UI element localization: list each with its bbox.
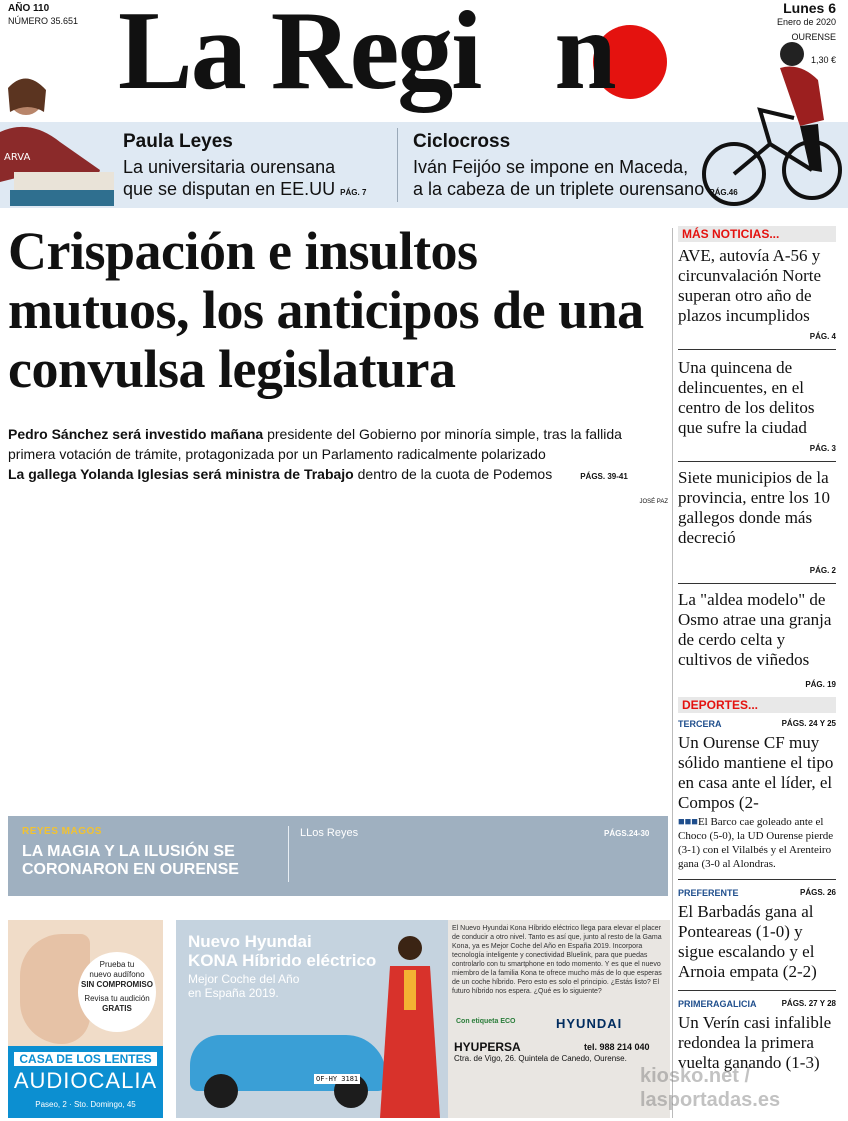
sidebar-rule [678, 583, 836, 584]
hyundai-logo: HYUNDAI [556, 1016, 623, 1031]
sports-item-text: Un Verín casi infalible redondea la primera vuelta ganando (1-3) [678, 1013, 832, 1072]
brand-sub: AUDIOCALIA [13, 1068, 158, 1093]
sidebar [678, 226, 836, 1073]
masthead-edition-info [8, 2, 78, 27]
sports-pages: PÁGS. 24 Y 25 [781, 719, 836, 728]
sports-item-header [678, 999, 836, 1009]
sports-item[interactable] [678, 719, 836, 871]
dealer-address: Ctra. de Vigo, 26. Quintela de Canedo, Ourense. [454, 1054, 627, 1063]
lead-paragraph [8, 424, 668, 464]
reyes-divider [288, 826, 289, 882]
sports-category: PRIMERAGALICIA [678, 999, 757, 1009]
sidebar-item[interactable] [678, 468, 836, 575]
ad-lentes-brand [8, 1046, 163, 1118]
sidebar-rule [678, 990, 836, 991]
brand-name: CASA DE LOS LENTES [14, 1052, 157, 1066]
sidebar-item[interactable] [678, 358, 836, 453]
main-headline[interactable]: Crispación e insultos mutuos, los anticipos de una convulsa legislatura [8, 221, 644, 399]
sidebar-divider [672, 228, 673, 1118]
sidebar-item[interactable] [678, 590, 836, 689]
sidebar-rule [678, 461, 836, 462]
license-plate: OF-HY 3181 [316, 1075, 359, 1083]
brand-address: Paseo, 2 · Sto. Domingo, 45 [35, 1100, 136, 1109]
sidebar-item-page: PÁG. 3 [809, 444, 836, 453]
day-label: Lunes 6 [783, 0, 836, 16]
year-label: AÑO 110 [8, 3, 50, 14]
ad-hyundai-title [188, 932, 376, 970]
band-divider [397, 128, 398, 202]
sports-pages: PÁGS. 26 [799, 888, 836, 897]
sports-heading: DEPORTES... [678, 697, 836, 713]
sports-item-header [678, 888, 836, 898]
lead-bold: La gallega Yolanda Iglesias será ministra de Trabajo [8, 466, 354, 482]
teaser-title: Paula Leyes [123, 131, 233, 152]
cyclist-photo [700, 40, 848, 210]
sidebar-item-text: La "aldea modelo" de Osmo atrae una granja de cerdo celta y cultivos de viñedos [678, 590, 832, 669]
bubble-line: GRATIS [102, 1004, 132, 1013]
sidebar-rule [678, 349, 836, 350]
teaser-page: PÁG.46 [709, 188, 738, 197]
main-photo [8, 508, 668, 813]
sidebar-item-page: PÁG. 19 [805, 680, 836, 689]
sports-item-text: Un Ourense CF muy sólido mantiene el tipo en casa ante el líder, el Compos (2- [678, 733, 834, 812]
ad-bubble [78, 952, 156, 1032]
sidebar-item-text: AVE, autovía A-56 y circunvalación Norte superan otro año de plazos incumplidos [678, 246, 822, 325]
logo-text: La Regi [118, 0, 481, 113]
lead-rest: dentro de la cuota de Podemos [353, 466, 553, 482]
watermark: kiosko.net / lasportadas.es [640, 1065, 781, 1111]
reyes-title: LA MAGIA Y LA ILUSIÓN SE CORONARON EN OURENSE [22, 843, 239, 878]
teaser-line: que se disputan en EE.UU PÁG. 7 [123, 179, 367, 199]
sidebar-item[interactable] [678, 246, 836, 341]
more-news-heading: MÁS NOTICIAS... [678, 226, 836, 242]
lead-rest: presidente del Gobierno por minoría simple, tras la fallida primera votación de trámite, protagonizada por un Parlamento radicalmente polarizado [8, 426, 622, 462]
sidebar-item-page: PÁG. 2 [809, 566, 836, 575]
newspaper-logo[interactable] [118, 0, 615, 116]
ad-sub-line: en España 2019. [188, 986, 279, 1000]
eco-label: Con etiqueta ECO [456, 1018, 516, 1025]
dealer-phone: tel. 988 214 040 [584, 1042, 650, 1052]
bubble-line: nuevo audífono [89, 970, 145, 979]
bubble-line: SIN COMPROMISO [80, 980, 153, 989]
ad-hyundai-sub [188, 972, 299, 1000]
sidebar-item-page: PÁG. 4 [809, 332, 836, 341]
ad-sub-line: Mejor Coche del Año [188, 972, 300, 986]
ad-title-line: Nuevo Hyundai [188, 932, 312, 951]
edition-label: OURENSE [791, 32, 836, 42]
sports-item-text: El Barbadás gana al Ponteareas (1-0) y sigue escalando y el Arnoia empata (2-2) [678, 902, 817, 981]
sports-item-summary: ■■■El Barco cae goleado ante el Choco (5-0), la UD Ourense pierde (3-1) con el Vilalbés y el Arenteiro gana (3-0 al Alondras. [678, 816, 834, 870]
date-label: Enero de 2020 [776, 17, 836, 27]
teaser-line: La universitaria ourensana [123, 157, 336, 177]
teaser-ciclocross[interactable] [413, 131, 738, 204]
sports-pages: PÁGS. 27 Y 28 [781, 999, 836, 1008]
teaser-title: Ciclocross [413, 131, 511, 152]
sports-item-header [678, 719, 836, 729]
lead-bold: Pedro Sánchez será investido mañana [8, 426, 264, 442]
ad-title-line: KONA Híbrido eléctrico [188, 951, 377, 970]
teaser-paula[interactable] [123, 131, 366, 204]
teaser-page: PÁG. 7 [340, 188, 367, 197]
logo-text-end: n [554, 0, 615, 113]
sports-item[interactable] [678, 888, 836, 982]
issue-number: NÚMERO 35.651 [8, 16, 79, 26]
reyes-kicker: REYES MAGOS [22, 826, 102, 837]
lead-pages: PÁGS. 39-41 [580, 472, 628, 481]
lead-paragraph [8, 464, 668, 487]
teaser-line: a la cabeza de un triplete ourensano PÁG.46 [413, 179, 738, 199]
bubble-line: Revisa tu audición [84, 994, 150, 1003]
teaser-line: Iván Feijóo se impone en Maceda, [413, 157, 689, 177]
sports-category: PREFERENTE [678, 888, 739, 898]
price-label: 1,30 € [810, 55, 836, 65]
reyes-pages: PÁGS.24-30 [604, 829, 650, 838]
bubble-line: Prueba tu [99, 960, 135, 969]
student-photo [0, 72, 120, 212]
main-lead [8, 424, 668, 487]
dealer-name: HYUPERSA [454, 1040, 521, 1054]
car-wheel [204, 1074, 238, 1108]
sidebar-item-text: Siete municipios de la provincia, entre los 10 gallegos donde más decreció [678, 468, 831, 547]
ad-hyundai-body: El Nuevo Hyundai Kona Híbrido eléctrico llega para elevar el placer de conducir a otro nivel. Tanto es así que, junto al resto de la Gama Kona, ya es Mejor Coche del Año en España 2019. Incorpora tecnología inteligente y conectividad Bluelink, para que puedas controlarlo con tu smartphone en todo momento. Y es que el nuevo miembro de la familia Kona te ofrece mucho más de lo que esperas de un coche híbrido. Pero esto es solo el principio. ¿Estás listo? El futuro híbrido nos espera. ¿Qué es lo siguiente? [452, 925, 662, 995]
sports-category: TERCERA [678, 719, 722, 729]
sidebar-rule [678, 879, 836, 880]
photo-credit: JOSÉ PAZ [639, 499, 668, 505]
woman-illustration [374, 930, 444, 1118]
sports-item[interactable] [678, 999, 836, 1073]
sidebar-item-text: Una quincena de delincuentes, en el centro de los delitos que sufre la ciudad [678, 358, 815, 437]
reyes-subtitle: LLos Reyes [300, 827, 359, 839]
sweatshirt-lettering: ARVA [4, 152, 31, 163]
